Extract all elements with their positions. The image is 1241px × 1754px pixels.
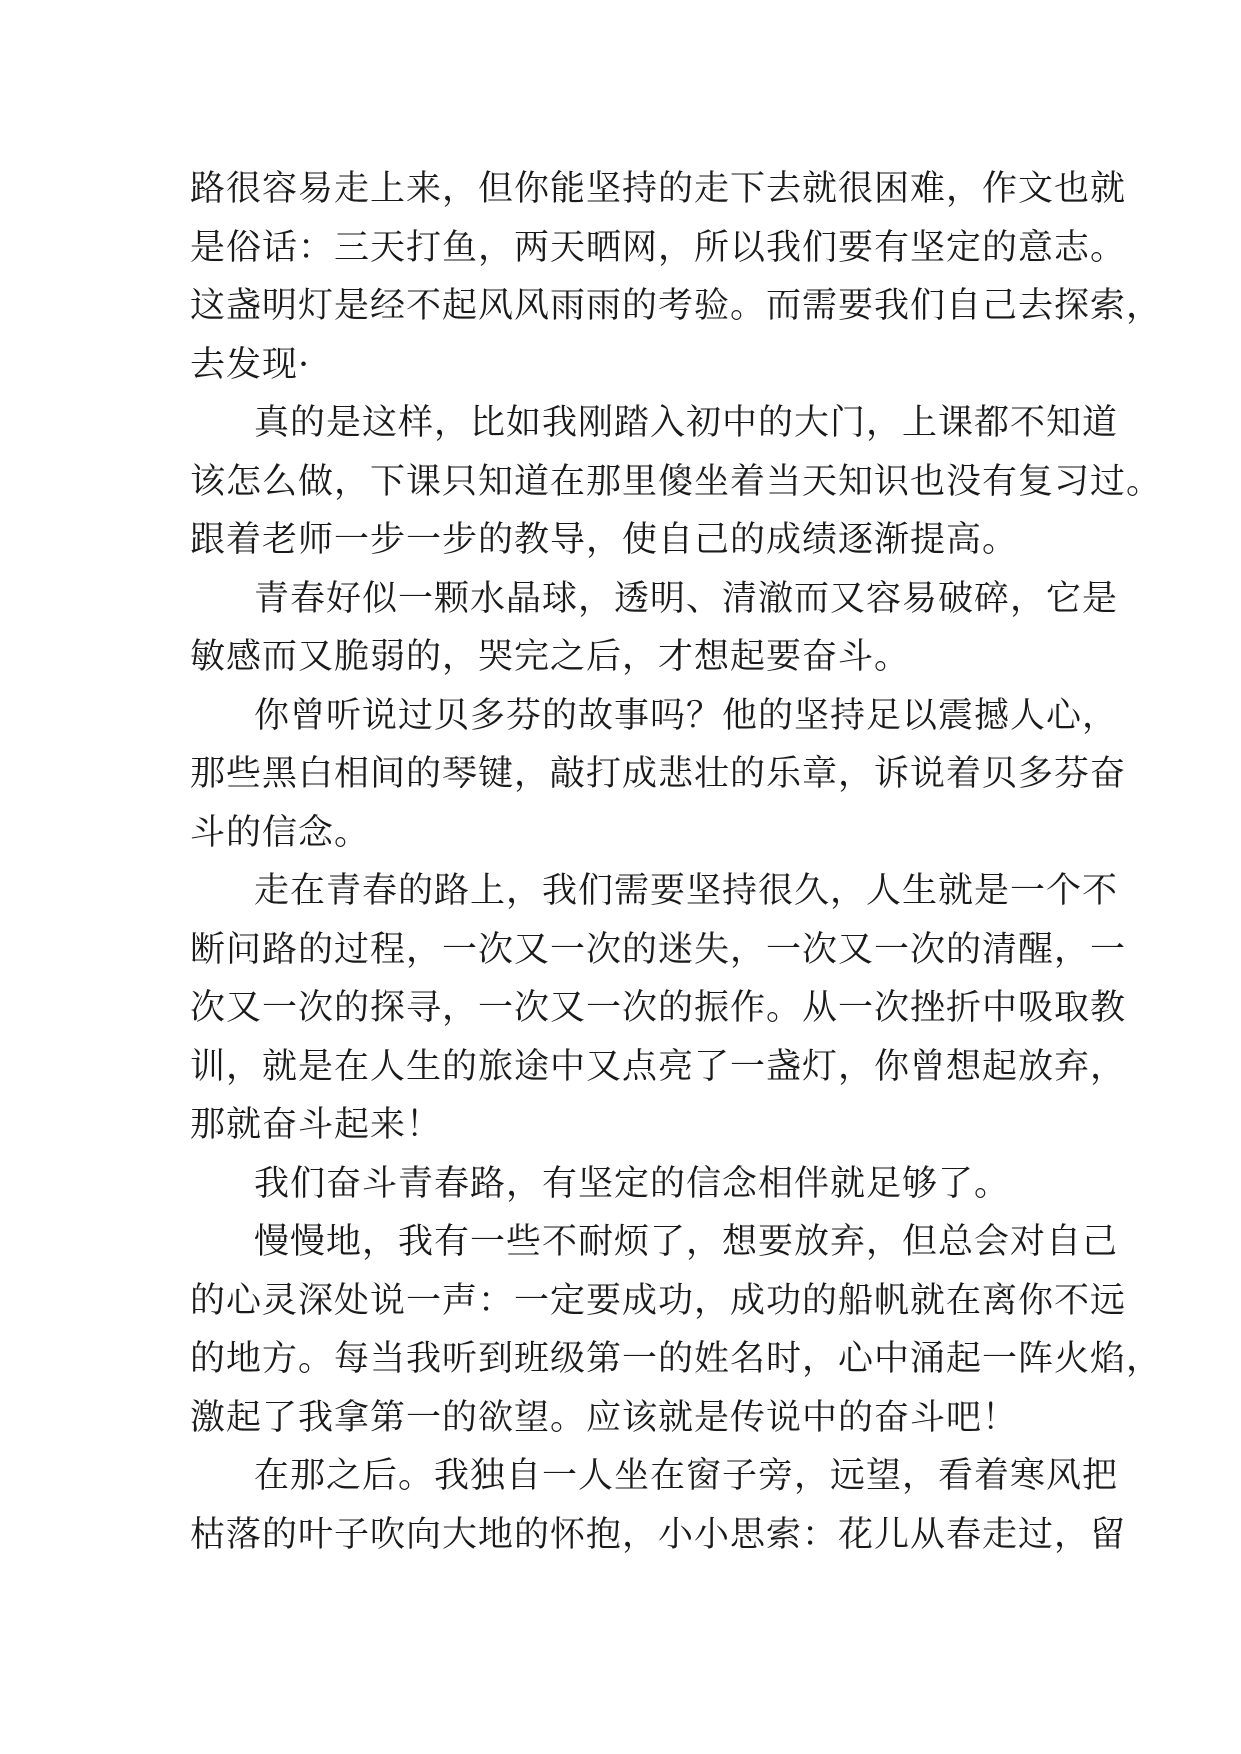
text-line: 真的是这样，比如我刚踏入初中的大门，上课都不知道 — [254, 403, 1119, 443]
text-line: 这盏明灯是经不起风风雨雨的考验。而需要我们自己去探索， — [190, 286, 1163, 326]
text-line: 断问路的过程，一次又一次的迷失，一次又一次的清醒，一 — [190, 929, 1127, 970]
text-line: 去发现· — [190, 344, 311, 385]
text-line: 跟着老师一步一步的教导，使自己的成绩逐渐提高。 — [190, 520, 1019, 560]
text-line: 是俗话：三天打鱼，两天晒网，所以我们要有坚定的意志。 — [190, 227, 1127, 268]
text-line: 敏感而又脆弱的，哭完之后，才想起要奋斗。 — [190, 637, 911, 677]
text-line: 训，就是在人生的旅途中又点亮了一盏灯，你曾想起放弃， — [190, 1046, 1127, 1087]
text-line: 的心灵深处说一声：一定要成功，成功的船帆就在离你不远 — [190, 1280, 1127, 1321]
text-line: 你曾听说过贝多芬的故事吗？他的坚持足以震撼人心， — [254, 695, 1119, 736]
text-line: 该怎么做，下课只知道在那里傻坐着当天知识也没有复习过。 — [190, 461, 1163, 502]
text-line: 激起了我拿第一的欲望。应该就是传说中的奋斗吧！ — [190, 1397, 1019, 1438]
text-line: 在那之后。我独自一人坐在窗子旁，远望，看着寒风把 — [254, 1456, 1119, 1496]
text-line: 我们奋斗青春路，有坚定的信念相伴就足够了。 — [254, 1163, 1011, 1204]
text-line: 青春好似一颗水晶球，透明、清澈而又容易破碎，它是 — [254, 578, 1119, 619]
text-line: 慢慢地，我有一些不耐烦了，想要放弃，但总会对自己 — [254, 1222, 1119, 1262]
text-line: 次又一次的探寻，一次又一次的振作。从一次挫折中吸取教 — [190, 988, 1127, 1028]
text-line: 路很容易走上来，但你能坚持的走下去就很困难，作文也就 — [190, 169, 1127, 209]
text-line: 的地方。每当我听到班级第一的姓名时，心中涌起一阵火焰， — [190, 1339, 1163, 1379]
text-line: 走在青春的路上，我们需要坚持很久，人生就是一个不 — [254, 871, 1119, 911]
text-line: 那些黑白相间的琴键，敲打成悲壮的乐章，诉说着贝多芬奋 — [190, 754, 1127, 794]
essay-text — [190, 160, 1163, 1564]
text-line: 斗的信念。 — [190, 812, 371, 853]
text-line: 枯落的叶子吹向大地的怀抱，小小思索：花儿从春走过，留 — [190, 1514, 1127, 1555]
text-line: 那就奋斗起来！ — [190, 1105, 443, 1145]
